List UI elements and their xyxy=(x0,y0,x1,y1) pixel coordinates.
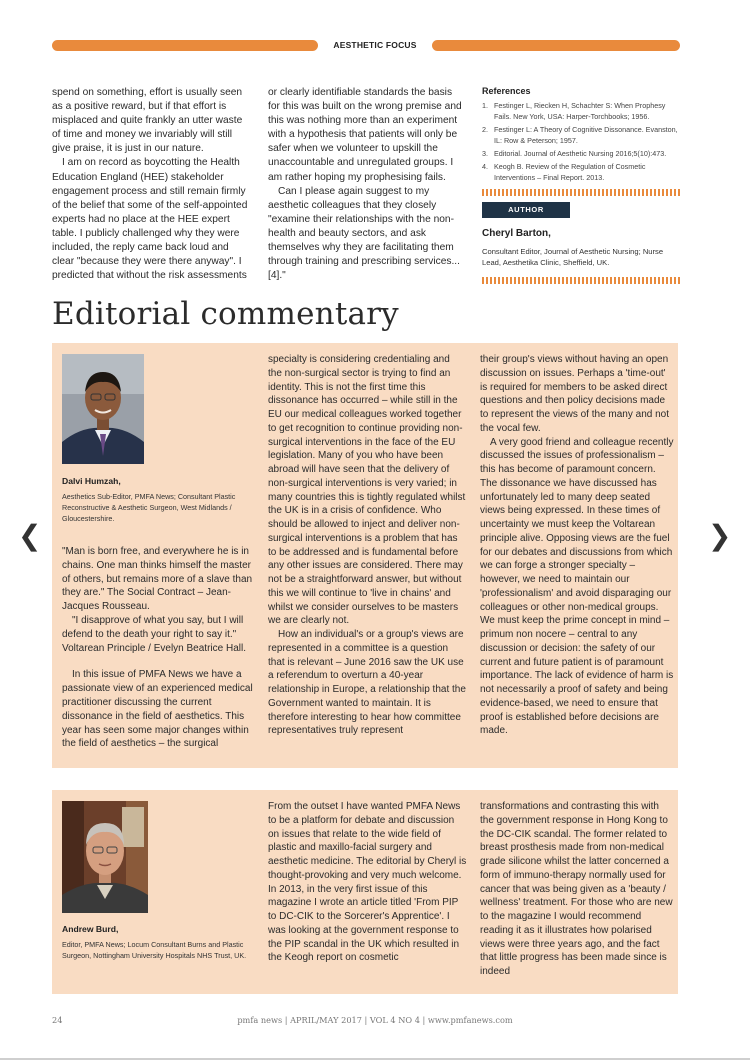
header-bar-left xyxy=(52,40,318,51)
top-article-col1 xyxy=(52,86,250,283)
paragraph: transformations and contrasting this with the government response in Hong Kong to the DC-CIK scandal. The former related to breast prosthesis made from non-medical grade silicone whilst the latter concerned a form of immuno-therapy normally used for cancer that was being given as a 'beauty / wellness' treatment. For those who are new to the magazine I would recommend reading it as it illustrates how polarised views were three years ago, and the fact that little progress has been made since is indeed xyxy=(480,801,673,977)
reference-item: 3. Editorial. Journal of Aesthetic Nursing 2016;5(10):473. xyxy=(482,149,667,158)
author-photo-humzah xyxy=(62,354,144,464)
top-article-col2 xyxy=(268,86,464,283)
bio-name-humzah: Dalvi Humzah, xyxy=(62,476,121,486)
paragraph: In this issue of PMFA News we have a passionate view of an experienced medical practitioner discussing the current dissonance in the field of aesthetics. This year has seen some major changes within the field of aesthetics – the surgical xyxy=(62,669,253,750)
bio-name-burd: Andrew Burd, xyxy=(62,924,119,934)
box1-col3 xyxy=(480,353,674,738)
paragraph: A very good friend and colleague recently discussed the issues of professionalism – this has become of paramount concern. The dissonance we have discussed has unfortunately led to many deep seated views being expressed. In these times of uncertainty we must keep the Voltarean principle alive. Opposing views are the fuel for our debates and discussions from which we can forge a stronger specialty – however, we need to maintain our 'professionalism' and avoid disparaging our colleagues or other non-medical groups. We must keep the prime concept in mind – primum non nocere – central to any discussion or decision: the safety of our current and future patient is of paramount importance. The lack of evidence of harm is not necessarily a proof of safety and being evidence-based, we need to ensure that proof is established before decisions are made. xyxy=(480,436,674,737)
references-panel xyxy=(482,86,682,284)
author-label: AUTHOR xyxy=(482,202,570,218)
references-heading: References xyxy=(482,86,531,96)
header-bar-right xyxy=(432,40,680,51)
divider-hatch xyxy=(482,277,682,284)
box2-col3 xyxy=(480,800,674,979)
paragraph: From the outset I have wanted PMFA News to be a platform for debate and discussion on issues that relate to the wide field of plastic and maxillo-facial surgery and aesthetic medicine. The editorial by Cheryl is thought-provoking and very much welcome. In 2013, in the very first issue of this magazine I wrote an article titled 'From PIP to DC-CIK to the Sorcerer's Apprentice'. I was looking at the government response to the PIP scandal in the UK which resulted in the Keogh report on cosmetic xyxy=(268,801,467,964)
bottom-rule xyxy=(0,1058,750,1060)
box1-col1 xyxy=(62,545,258,751)
reference-item: 4. Keogh B. Review of the Regulation of Cosmetic Interventions – Final Report. 2013. xyxy=(482,162,646,182)
publication-info: pmfa news | APRIL/MAY 2017 | VOL 4 NO 4 | www.pmfanews.com xyxy=(237,1015,513,1025)
paragraph: specialty is considering credentialing and the non-surgical sector is trying to find an identity. This is not the first time this dissonance has occurred – while still in the EU our medical colleagues worked together to get recognition to continue providing non-surgical interventions in the face of the EU legislation. Many of you who have been abroad will have seen that the delivery of non-surgical interventions is very varied; in many countries this is tightly regulated whilst the UK is in a crisis of confidence. Who should be allowed to inject and deliver non-surgical interventions is a problem that has to be addressed and is fundamental before any other issues are considered. There may not be a straightforward answer, but without this we will continue to 'live in chains' and whilst we consider ourselves to be masters we are clearly not. xyxy=(268,354,466,627)
editorial-title: Editorial commentary xyxy=(52,296,399,332)
author-name: Cheryl Barton, xyxy=(482,228,551,239)
paragraph: Can I please again suggest to my aesthetic colleagues that they closely "examine their relationships with the non-health and beauty sectors, and ask themselves why they are facilitating them through training and prescribing services... [4]." xyxy=(268,185,460,282)
paragraph: "Man is born free, and everywhere he is in chains. One man thinks himself the master of others, but remains more of a slave than they are." The Social Contract – Jean-Jacques Rousseau. xyxy=(62,546,253,613)
author-photo-burd xyxy=(62,801,148,913)
section-label: AESTHETIC FOCUS xyxy=(333,40,417,50)
reference-item: 2. Festinger L: A Theory of Cognitive Dissonance. Evanston, IL: Row & Peterson; 1957. xyxy=(482,125,678,145)
paragraph: "I disapprove of what you say, but I will defend to the death your right to say it." Voltarean Principle / Evelyn Beatrice Hall. xyxy=(62,614,246,654)
page-number: 24 xyxy=(52,1015,63,1025)
author-role: Consultant Editor, Journal of Aesthetic Nursing; Nurse Lead, Aesthetika Clinic, Sheffield, UK. xyxy=(482,247,664,268)
paragraph: or clearly identifiable standards the basis for this was built on the wrong premise and this was nothing more than an experiment with a hypothesis that patients will only be safer when we volunteer to upskill the unaccountable and unregulated groups. I am rather hoping my prophesising fails. xyxy=(268,87,462,183)
box2-col2 xyxy=(268,800,468,965)
divider-hatch xyxy=(482,189,682,196)
paragraph: I am on record as boycotting the Health Education England (HEE) stakeholder engagement process and still remain firmly of the belief that some of the self-appointed experts had no place at the HEE expert table. I publicly challenged why they were included, the reply came back loud and clear "because they were there anyway". I predicted that without the risk assessments xyxy=(52,157,248,282)
box1-col2 xyxy=(268,353,466,738)
previous-page-arrow-icon[interactable]: ❮ xyxy=(18,519,42,552)
paragraph: spend on something, effort is usually seen as a positive reward, but if that effort is misplaced and quite frankly an utter waste of time and money we invariably will still give praise, it is just in our nature. xyxy=(52,87,243,155)
bio-role-burd: Editor, PMFA News; Locum Consultant Burns and Plastic Surgeon, Nottingham University Hospitals NHS Trust, UK. xyxy=(62,940,247,960)
reference-item: 1. Festinger L, Riecken H, Schachter S: When Prophesy Fails. New York, USA: Harper-Torchbooks; 1956. xyxy=(482,101,666,121)
next-page-arrow-icon[interactable]: ❯ xyxy=(708,519,732,552)
paragraph: their group's views without having an open discussion on issues. Perhaps a 'time-out' is required for members to be asked direct questions and then policy decisions made to represent the views of the many and not the vocal few. xyxy=(480,354,669,434)
bio-role-humzah: Aesthetics Sub-Editor, PMFA News; Consultant Plastic Reconstructive & Aesthetic Surgeon, West Midlands / Gloucestershire. xyxy=(62,492,236,523)
paragraph: How an individual's or a group's views are represented in a committee is a question that is relevant – June 2016 saw the UK use a referendum to overturn a 40-year relationship in Europe, a relationship that the Government wanted to maintain. It is therefore interesting to hear how committee representatives truly represent xyxy=(268,629,466,737)
